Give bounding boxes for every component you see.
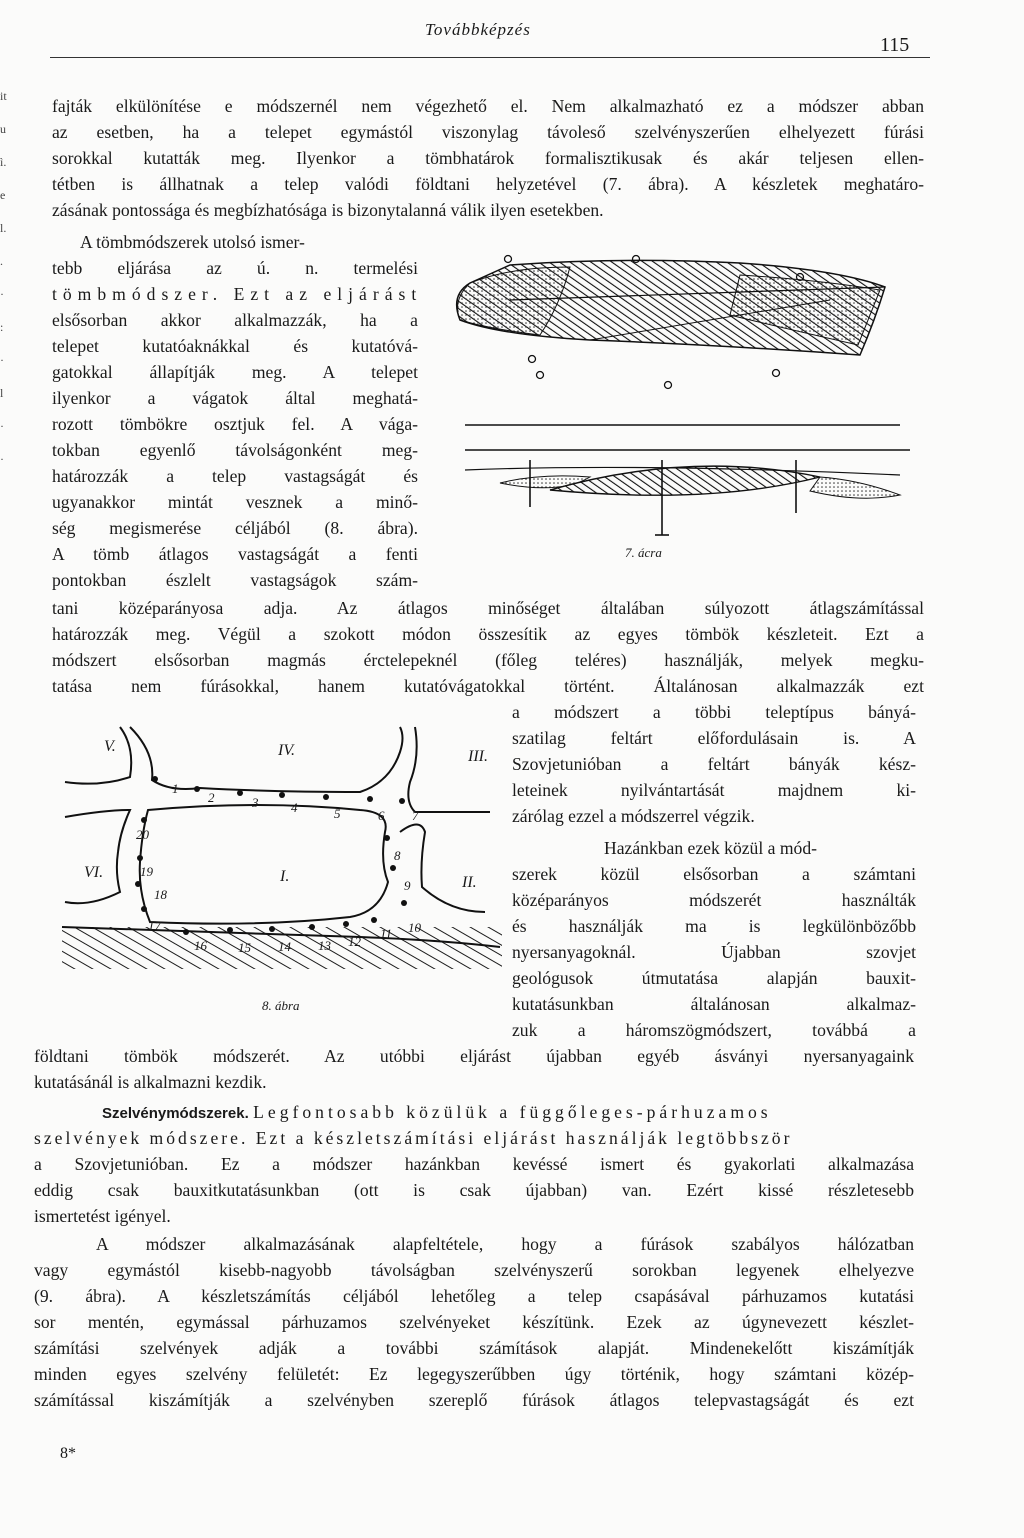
para2-line: tatása nem fúrásokkal, hanem kutatóvágatokkal történt. Általánosan alkalmazzák ezt [52,676,924,696]
gutter-mark: u [0,122,6,136]
para2-line: határozzák meg. Végül a szokott módon összesítik az egyes tömbök készleteit. Ezt a [52,624,924,644]
para4-line: eddig csak bauxitkutatásunkban (ott is csak újabban) van. Ezért kissé részletesebb [34,1180,914,1200]
fig8-point-label: 13 [318,938,331,953]
fig8-block-label: IV. [278,742,296,759]
deposit-section [465,425,910,535]
para4-line [102,1102,772,1124]
para5-line: vagy egymástól kisebb-nagyobb távolságban szelvényszerű sorokban legyenek elhelyezve [34,1260,914,1280]
para3-line: kutatásánál is alkalmazni kezdik. [34,1072,267,1092]
para5-line: minden egyes szelvény felületét: Ez legegyszerűbben úgy történik, hogy számtani közép- [34,1364,914,1384]
para1-line: az esetben, ha a telepet egymástól viszonylag távoleső szelvényszerűen elhelyezett fúrási [52,122,924,142]
fig8-point-label: 20 [136,827,149,842]
para2-line: telepet kutatóaknákkal és kutatóvá- [52,336,418,356]
para5-line: számítási szelvények adják a további számítások alapját. Mindenekelőtt kiszámítják [34,1338,914,1358]
para1-line: zásának pontossága és megbízhatósága is bizonytalanná válik ilyen esetekben. [52,200,604,220]
gutter-mark: e [0,188,6,202]
para4-line: a Szovjetunióban. Ez a módszer hazánkban kevéssé ismert és gyakorlati alkalmazása [34,1154,914,1174]
para3-line: kutatásunkban általánosan alkalmaz- [512,994,916,1014]
para3-line: középarányos módszerét használták [512,890,916,910]
para2-line: gatokkal állapítják meg. A telepet [52,362,418,382]
para3-line: zuk a háromszögmódszert, továbbá a [512,1020,916,1040]
gutter-mark: it [0,89,7,103]
para2-line: ség megismerése céljából (8. ábra). [52,518,418,538]
para2-line: tokban egyenlő távolságonként meg- [52,440,418,460]
fig8-point-label: 15 [238,940,251,955]
para5-line: számítással kiszámítják a szelvényben szereplő fúrások átlagos telepvastagságát és ezt [34,1390,914,1410]
para3-line: és használják ma is legkülönbözőbb [512,916,916,936]
figure-8-caption: 8. ábra [262,998,300,1013]
fig8-point-label: 2 [208,790,215,805]
fig8-block-label: VI. [84,864,104,881]
fig8-point-label: 10 [408,920,421,935]
fig8-point-label: 9 [404,878,411,893]
para2-line: szatilag feltárt előfordulásain is. A [512,728,916,748]
mine-drift-outline [62,727,500,947]
para3-line: földtani tömbök módszerét. Az utóbbi eljárást újabban egyéb ásványi nyersanyagaink [34,1046,914,1066]
para2-line: tani középarányosa adja. Az átlagos minőséget általában súlyozott átlagszámítással [52,598,924,618]
para2-line: ilyenkor a vágatok által meghatá- [52,388,418,408]
fig8-block-label: II. [462,874,477,891]
para2-line: módszert elsősorban magmás érctelepeknél (főleg teléres) használják, melyek megku- [52,650,924,670]
para2-line: pontokban észlelt vastagságok szám- [52,570,418,590]
para4-text: Legfontosabb közülük a függőleges-párhuzamos [253,1102,772,1122]
running-header: Továbbképzés [425,20,531,39]
fig8-point-label: 3 [252,795,259,810]
fig8-block-label: V. [104,738,116,755]
para2-line: tebb eljárása az ú. n. termelési [52,258,418,278]
para2-line: leteinek nyilvántartását majdnem ki- [512,780,916,800]
para4-line: ismertetést igényel. [34,1206,171,1226]
fig8-point-label: 14 [278,939,291,954]
fig8-point-label: 16 [194,938,207,953]
gutter-mark: · [0,419,4,433]
fig8-point-label: 7 [412,808,419,823]
gutter-mark: l [0,386,4,400]
gutter-mark: l. [0,221,7,235]
gutter-mark: : [0,320,4,334]
para1-line: tétben is állhatnak a telep valódi földtani helyzetével (7. ábra). A készletek meghatáro- [52,174,924,194]
para5-line: sor mentén, egymással párhuzamos szelvényeket készítünk. Ezek az úgynevezett készlet- [34,1312,914,1332]
para3-line: szerek közül elsősorban a számtani [512,864,916,884]
fig8-point-label: 11 [380,926,393,941]
para4-line: szelvények módszere. Ezt a készletszámítási eljárást használják legtöbbször [34,1128,793,1148]
para5-line: (9. ábra). A készletszámítás céljából lehetőleg a telep csapásával párhuzamos kutatási [34,1286,914,1306]
para2-line: elsősorban akkor alkalmazzák, ha a [52,310,418,330]
para5-line: A módszer alkalmazásának alapfeltétele, hogy a fúrások szabályos hálózatban [96,1234,914,1254]
gutter-marks [0,80,14,476]
fig8-point-label: 8 [394,848,401,863]
fig8-point-label: 1 [172,781,179,796]
fig8-point-label: 12 [348,934,361,949]
para2-line: A tömb átlagos vastagságát a fenti [52,544,418,564]
gutter-mark: ì. [0,155,7,169]
figure-7-caption: 7. ácra [625,545,662,560]
para2-line: ugyanakkor mintát vesznek a minő- [52,492,418,512]
para2-line: a módszert a többi teleptípus bányá- [512,702,916,722]
para2-line: rozott tömbökre osztjuk fel. A vága- [52,414,418,434]
para2-line: tömbmódszer. Ezt az eljárást [52,284,423,304]
fig8-point-label: 5 [334,806,341,821]
para3-line: nyersanyagoknál. Újabban szovjet [512,942,916,962]
para3-line: Hazánkban ezek közül a mód- [604,838,817,858]
gutter-mark: · [0,452,4,466]
fig8-point-label: 17 [148,918,161,933]
page-number: 115 [880,34,910,56]
gutter-mark: . [0,254,3,268]
fig8-point-label: 4 [291,800,298,815]
fig8-point-label: 18 [154,887,167,902]
fig8-block-label: I. [280,868,290,885]
gutter-mark: · [0,287,4,301]
fig8-point-label: 19 [140,864,153,879]
para2-line: Szovjetunióban a feltárt bányák kész- [512,754,916,774]
para2-line: zárólag ezzel a módszerrel végzik. [512,806,755,826]
deposit-lens-top [457,260,885,355]
para4-heading: Szelvénymódszerek. [102,1105,249,1122]
gutter-mark: · [0,353,4,367]
fig8-block-label: III. [468,748,488,765]
header-rule [50,57,930,58]
para3-line: geológusok útmutatása alapján bauxit- [512,968,916,988]
figure-7-diagram [440,245,920,545]
para2-line: A tömbmódszerek utolsó ismer- [80,232,305,252]
para1-line: sorokkal kutatták meg. Ilyenkor a tömbhatárok formalisztikusak és akár teljesen ellen- [52,148,924,168]
para1-line: fajták elkülönítése e módszernél nem végezhető el. Nem alkalmazható ez a módszer abban [52,96,924,116]
signature-mark: 8* [60,1445,76,1462]
fig8-point-label: 6 [378,808,385,823]
para2-line: határozzák a telep vastagságát és [52,466,418,486]
